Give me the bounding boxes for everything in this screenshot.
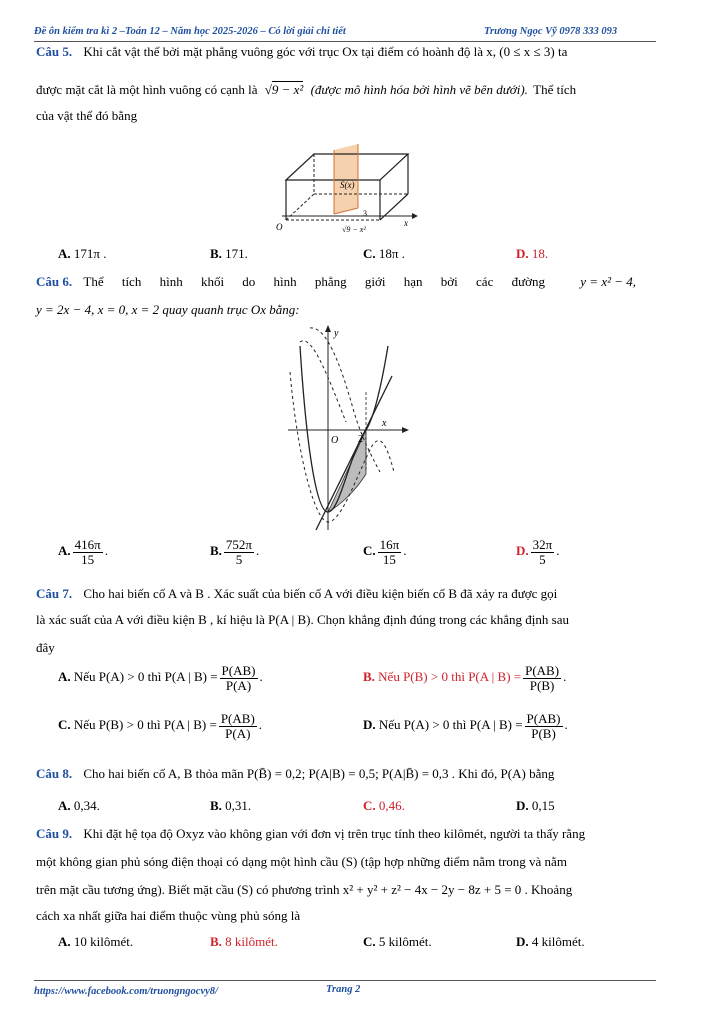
q8-option-a[interactable]: A. 0,34.	[58, 798, 100, 813]
q7-option-b[interactable]: B. Nếu P(B) > 0 thì P(A | B) = $\frac{P(AB)}{P(B)}$ .	[363, 663, 567, 693]
q6-text1: Thể tích hình khối do hình phẳng giới hạn bởi các đường	[83, 274, 546, 289]
q5-fig-sqrt: √9 − x²	[342, 225, 366, 234]
q7-option-a[interactable]: A. Nếu P(A) > 0 thì P(A | B) = $\frac{P(AB)}{P(A)}$ .	[58, 663, 263, 693]
q5-text1: Khi cắt vật thể bởi mặt phẳng vuông góc với trục Ox tại điểm có hoành độ là x, (0 ≤ x ≤ 3) ta	[83, 44, 568, 59]
q9-option-c[interactable]: C. 5 kilômét.	[363, 934, 432, 949]
q9-option-b[interactable]: B. 8 kilômét.	[210, 934, 278, 949]
q6-fig-o: O	[331, 435, 339, 446]
q6-fig-x: x	[382, 418, 387, 429]
q5-fig-x: x	[404, 218, 408, 228]
q8-text: Cho hai biến cố A, B thỏa mãn P(B̄) = 0,2; P(A|B) = 0,5; P(A|B̄) = 0,3 . Khi đó, P(A) bằng	[83, 766, 555, 781]
q6-figure	[282, 322, 414, 534]
q9-text1: Khi đặt hệ tọa độ Oxyz vào không gian với đơn vị trên trục tính theo kilômét, người ta thấy rằng	[83, 826, 586, 841]
q6-fig-y: y	[334, 328, 339, 339]
footer-page: Trang 2	[326, 984, 361, 995]
q7-label: Câu 7.	[36, 586, 73, 601]
q9-line3: trên mặt cầu tương ứng). Biết mặt cầu (S) có phương trình x² + y² + z² − 4x − 2y − 8z + 5 = 0 . Khoảng	[36, 882, 573, 897]
q8-option-c[interactable]: C. 0,46.	[363, 798, 405, 813]
q5-line2	[36, 82, 576, 98]
q7-option-d[interactable]: D. Nếu P(A) > 0 thì P(A | B) = $\frac{P(AB)}{P(B)}$ .	[363, 711, 568, 741]
q8-label: Câu 8.	[36, 766, 73, 781]
q6-fig-2: 2	[358, 434, 363, 445]
q9-label: Câu 9.	[36, 826, 73, 841]
q7-text1: Cho hai biến cố A và B . Xác suất của biến cố A với điều kiện biến cố B đã xảy ra được gọi	[83, 586, 558, 601]
footer-rule	[34, 980, 656, 981]
q5-text2c: Thể tích	[533, 82, 577, 97]
q7-line2: là xác suất của A với điều kiện B , kí hiệu là P(A | B). Chọn khẳng định đúng trong các khẳng định sau	[36, 612, 569, 627]
q6-option-b[interactable]: B. $\frac{752\pi}{5}$ .	[210, 537, 260, 567]
q5-sqrt-expr: 9 − x²	[271, 82, 304, 97]
q5-label: Câu 5.	[36, 44, 73, 59]
q6-label: Câu 6.	[36, 274, 73, 289]
q5-option-c[interactable]: C. 18π .	[363, 246, 405, 261]
header-right: Trương Ngọc Vỹ 0978 333 093	[484, 26, 618, 37]
q9-line2: một không gian phủ sóng điện thoại có dạng một hình cầu (S) (tập hợp những điểm nằm trong và nằm	[36, 854, 567, 869]
q6-eq1: y = x² − 4,	[580, 274, 637, 289]
q8-option-d[interactable]: D. 0,15	[516, 798, 555, 813]
q8-line1	[36, 766, 554, 782]
q5-text2b: (được mô hình hóa bởi hình vẽ bên dưới).	[310, 82, 528, 97]
q9-line1	[36, 826, 585, 842]
q5-line3: của vật thể đó bằng	[36, 108, 138, 123]
q5-line1	[36, 44, 567, 60]
q5-option-a[interactable]: A. 171π .	[58, 246, 107, 261]
q5-figure	[272, 128, 420, 236]
q5-fig-3: 3	[363, 209, 367, 218]
q8-option-b[interactable]: B. 0,31.	[210, 798, 252, 813]
q7-line3: đây	[36, 640, 55, 655]
q6-line1	[36, 274, 636, 290]
q5-sqrt: √9 − x²	[264, 82, 304, 97]
q5-text2a: được mặt cắt là một hình vuông có cạnh là	[36, 82, 258, 97]
header-rule	[34, 41, 656, 42]
q9-option-a[interactable]: A. 10 kilômét.	[58, 934, 134, 949]
footer-link[interactable]: https://www.facebook.com/truongngocvy8/	[34, 986, 218, 997]
q6-line2: y = 2x − 4, x = 0, x = 2 quay quanh trục Ox bằng:	[36, 302, 300, 317]
q6-option-c[interactable]: C. $\frac{16\pi}{15}$ .	[363, 537, 407, 567]
q6-option-d[interactable]: D. $\frac{32\pi}{5}$ .	[516, 537, 560, 567]
q5-fig-o: O	[276, 222, 283, 232]
q5-option-b[interactable]: B. 171.	[210, 246, 248, 261]
q7-line1	[36, 586, 557, 602]
q5-fig-s: S(x)	[340, 180, 355, 190]
q5-option-d[interactable]: D. 18.	[516, 246, 549, 261]
q9-option-d[interactable]: D. 4 kilômét.	[516, 934, 585, 949]
q9-line4: cách xa nhất giữa hai điểm thuộc vùng phủ sóng là	[36, 908, 301, 923]
q6-option-a[interactable]: A. $\frac{416\pi}{15}$ .	[58, 537, 108, 567]
q7-option-c[interactable]: C. Nếu P(B) > 0 thì P(A | B) = $\frac{P(AB)}{P(A)}$ .	[58, 711, 263, 741]
header-left: Đề ôn kiểm tra kì 2 –Toán 12 – Năm học 2025-2026 – Có lời giải chi tiết	[34, 26, 346, 37]
